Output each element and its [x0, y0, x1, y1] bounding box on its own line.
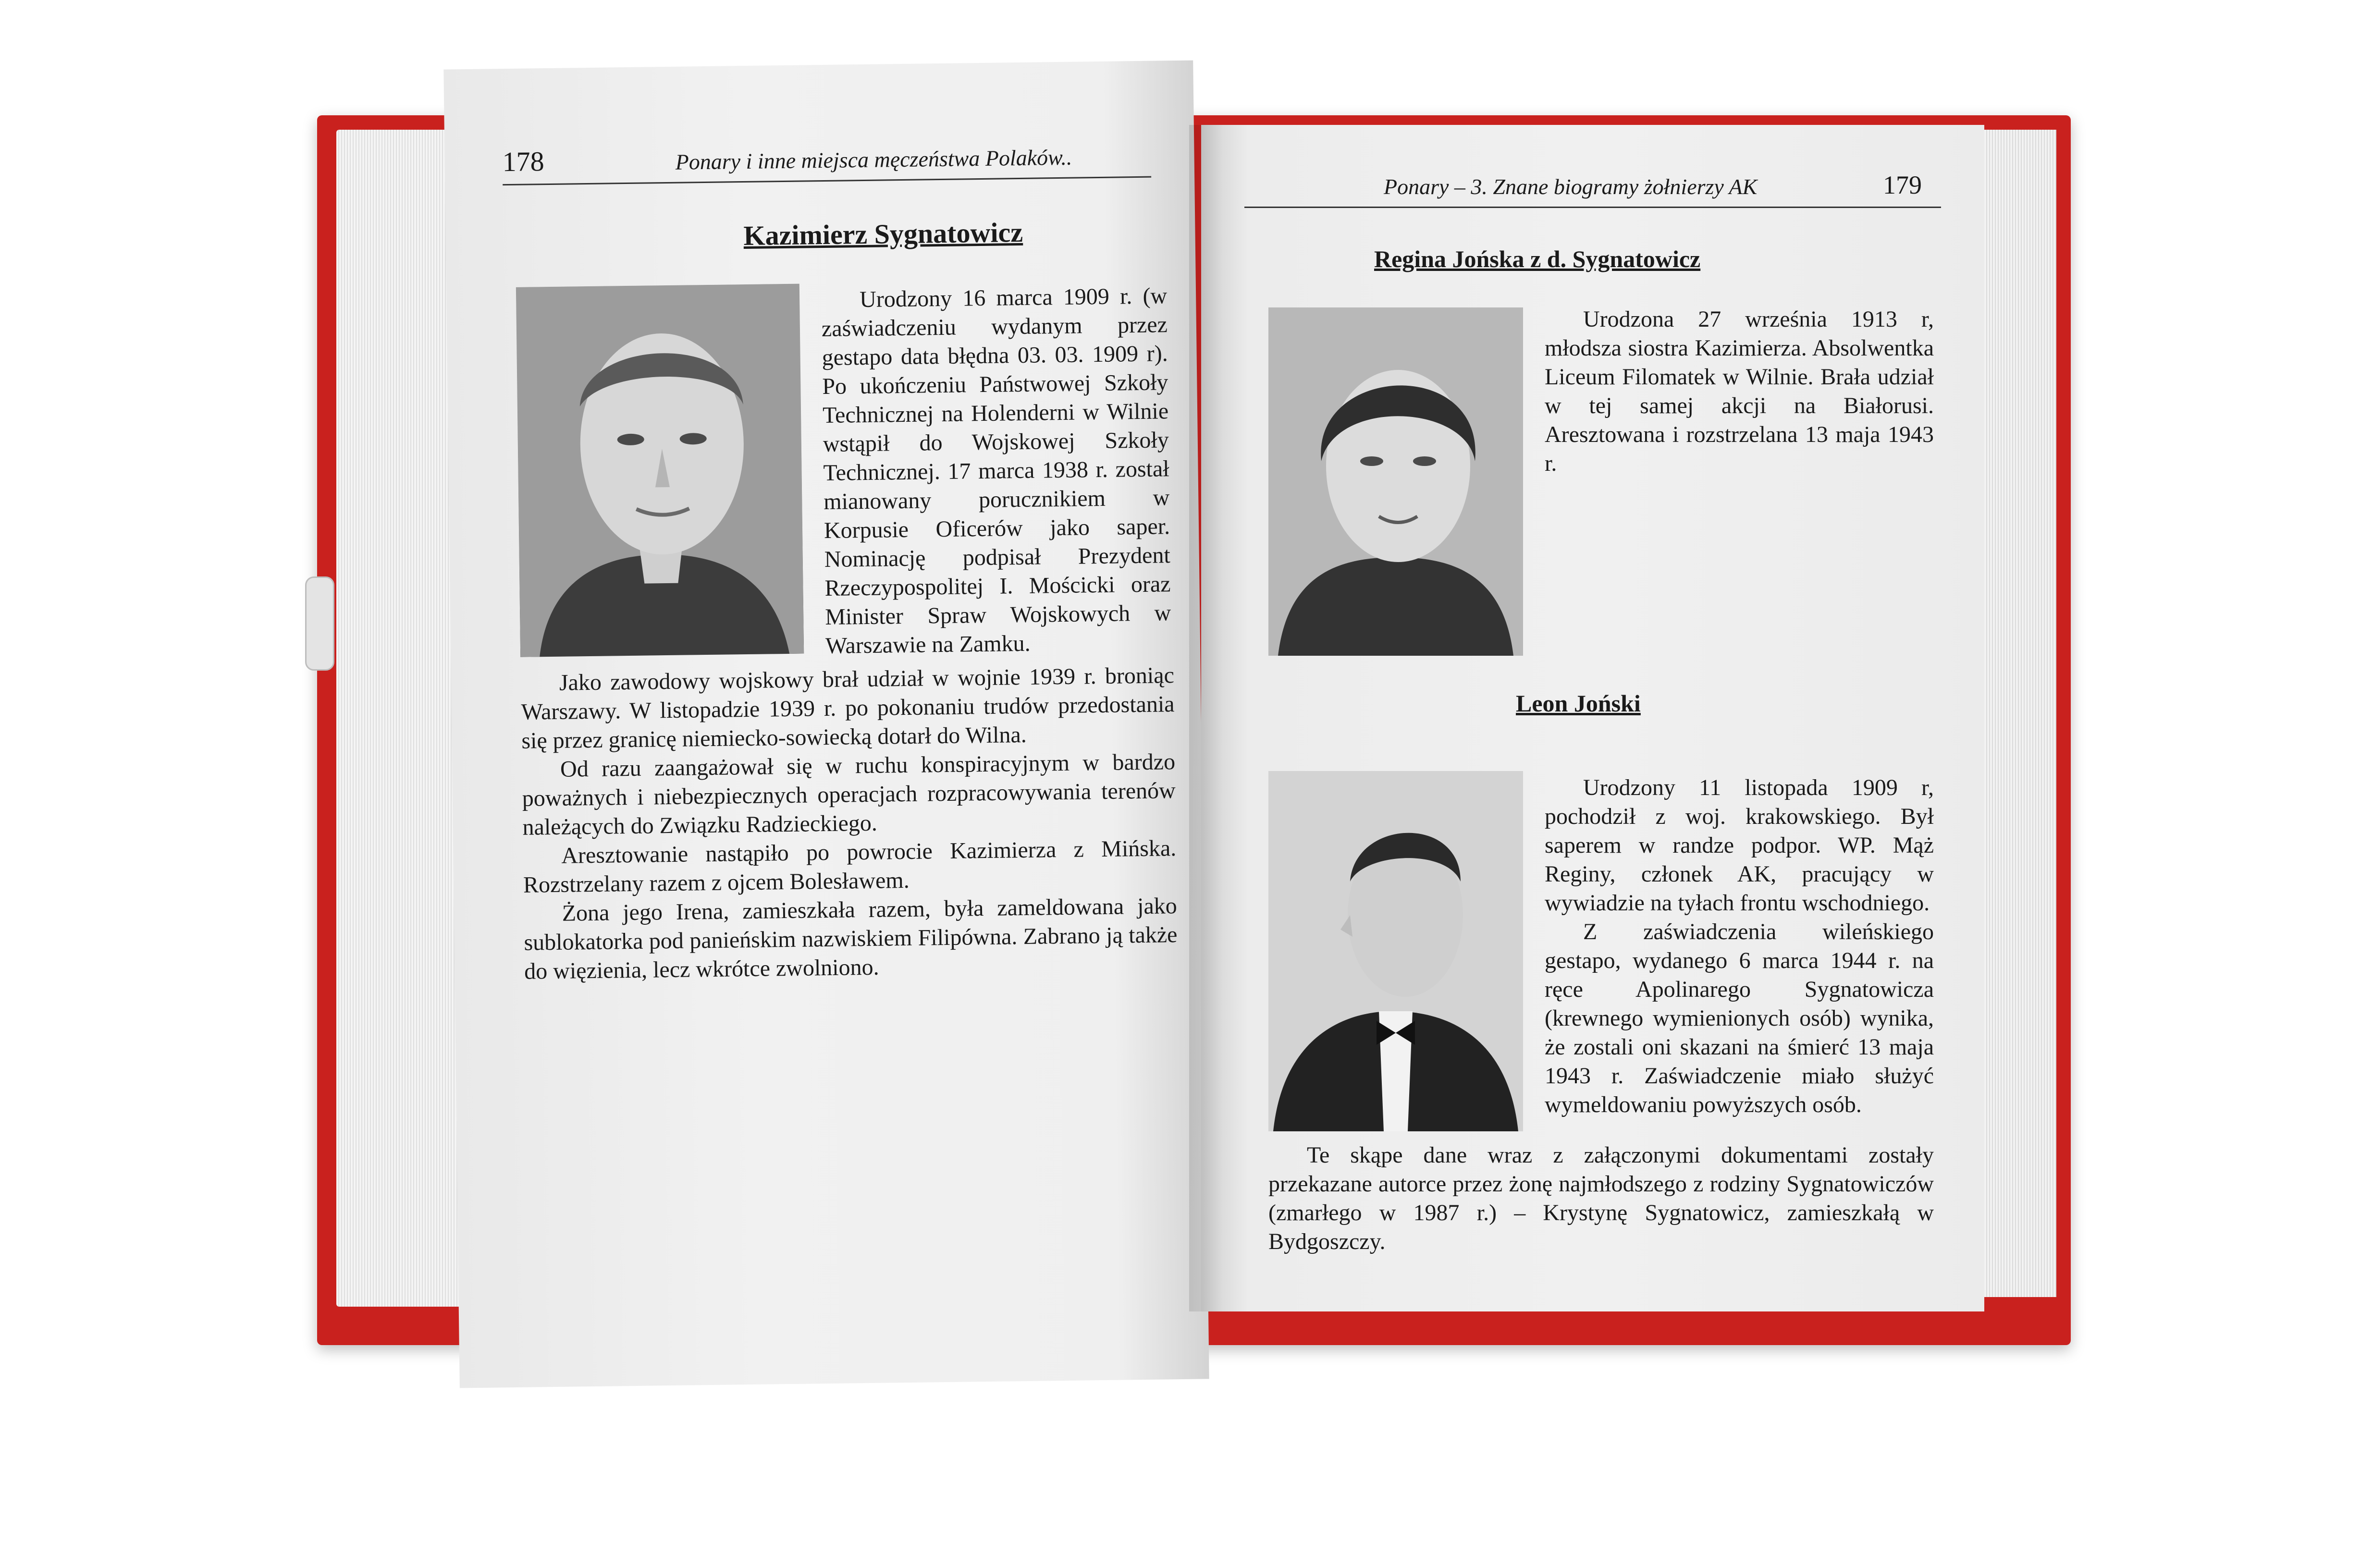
biography-body — [521, 661, 1178, 986]
portrait-photo — [516, 284, 804, 657]
left-page — [443, 61, 1209, 1388]
biography-regina-text: Urodzona 27 września 1913 r, młodsza siostra Kazimierza. Absolwentka Liceum Filomatek w Wilnie. Brała udział w tej samej akcji na Białorusi. Aresztowana i rozstrzelana 13 maja 1943 r. — [1545, 306, 1934, 476]
biography-paragraph: Aresztowanie nastąpiło po powrocie Kazimierza z Mińska. Rozstrzelany razem z ojcem Bolesławem. — [523, 835, 1177, 898]
closing-paragraph: Te skąpe dane wraz z załączonymi dokumentami zostały przekazane autorce przez żonę najmłodszego z rodziny Sygnatowiczów (zmarłego w 1987 r.) – Krystynę Sygnatowicz, zamieszkałą w Bydgoszczy. — [1268, 1142, 1934, 1254]
section-title-regina: Regina Jońska z d. Sygnatowicz — [1374, 245, 1701, 272]
bookmark-clip — [305, 576, 334, 671]
page-number: 179 — [1883, 171, 1922, 199]
biography-paragraph: Żona jego Irena, zamieszkała razem, była zameldowana jako sublokatorka pod panieńskim nazwiskiem Filipówna. Zabrano ją także do więzienia, lecz wkrótce zwolniono. — [524, 893, 1178, 984]
page-number: 178 — [502, 146, 545, 178]
biography-side-text: Urodzony 16 marca 1909 r. (w zaświadczeniu wydanym przez gestapo data błędna 03. 03. 1909 r). Po ukończeniu Państwowej Szkoły Technicznej na Holenderni w Wilnie wstąpił do Wojskowej Szkoły Technicznej. 17 marca 1938 r. został mianowany porucznikiem w Korpusie Oficerów jako saper. Nominację podpisał Prezydent Rzeczypospolitej I. Mościcki oraz Minister Spraw Wojskowych w Warszawie na Zamku. — [821, 283, 1171, 659]
left-page-header — [502, 138, 1151, 185]
biography-paragraph: Z zaświadczenia wileńskiego gestapo, wydanego 6 marca 1944 r. na ręce Apolinarego Sygnatowicza (krewnego wymienionych osób) wynika, że zostali oni skazani na śmierć 13 maja 1943 r. Zaświadczenie miało służyć wymeldowaniu powyższych osób. — [1545, 919, 1934, 1117]
right-page — [1201, 125, 1984, 1311]
portrait-photo-leon — [1268, 771, 1523, 1131]
biography-paragraph: Urodzony 11 listopada 1909 r, pochodził z woj. krakowskiego. Był saperem w randze podpor. WP. Mąż Reginy, członek AK, pracujący w wywiadzie na tyłach frontu wschodniego. — [1545, 775, 1934, 916]
section-title: Kazimierz Sygnatowicz — [743, 216, 1023, 252]
right-page-header — [1244, 168, 1941, 208]
running-head: Ponary i inne miejsca męczeństwa Polaków.. — [675, 145, 1072, 174]
section-title-leon: Leon Joński — [1516, 690, 1641, 717]
page-block-edge-left — [336, 130, 461, 1307]
book-gutter-shadow — [1189, 125, 1223, 1311]
biography-leon-text — [1545, 773, 1934, 1119]
running-head: Ponary – 3. Znane biogramy żołnierzy AK — [1384, 174, 1758, 199]
page-block-edge-right — [1984, 130, 2056, 1297]
biography-paragraph: Jako zawodowy wojskowy brał udział w wojnie 1939 r. broniąc Warszawy. W listopadzie 1939 r. po pokonaniu trudów przedostania się przez granicę niemiecko-sowiecką dotarł do Wilna. — [521, 662, 1175, 754]
portrait-photo-regina — [1268, 307, 1523, 656]
biography-paragraph: Od razu zaangażował się w ruchu konspiracyjnym w bardzo poważnych i niebezpiecznych operacjach rozpracowywania terenów należących do Związku Radzieckiego. — [522, 749, 1176, 840]
